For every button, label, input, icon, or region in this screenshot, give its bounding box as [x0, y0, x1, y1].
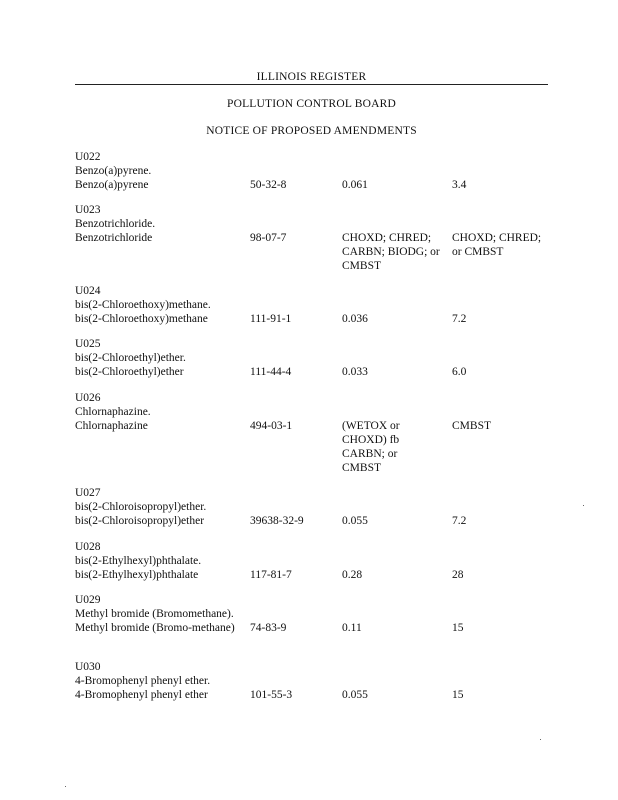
- wastewater-standard: 0.036: [342, 313, 368, 325]
- cas-number: 50-32-8: [250, 179, 287, 191]
- header-rule: [75, 84, 548, 85]
- cas-number: 494-03-1: [250, 420, 293, 432]
- nonwastewater-standard: 7.2: [452, 515, 467, 527]
- wastewater-standard: 0.11: [342, 622, 362, 634]
- waste-entry-u023: [75, 203, 575, 273]
- waste-name: Chlornaphazine.: [75, 406, 151, 418]
- waste-name: bis(2-Chloroethoxy)methane.: [75, 299, 211, 311]
- scan-speck: [583, 505, 584, 506]
- waste-code: U027: [75, 487, 101, 499]
- waste-code: U022: [75, 151, 101, 163]
- nonwastewater-standard: CMBST: [452, 420, 491, 432]
- cas-number: 117-81-7: [250, 569, 292, 581]
- scan-speck: [540, 739, 541, 740]
- waste-name: Benzo(a)pyrene.: [75, 165, 152, 177]
- waste-entry-u027: [75, 486, 575, 528]
- cas-number: 39638-32-9: [250, 515, 304, 527]
- constituent-name: Chlornaphazine: [75, 420, 148, 432]
- waste-name: 4-Bromophenyl phenyl ether.: [75, 675, 211, 687]
- waste-entry-u025: [75, 337, 575, 379]
- cas-number: 74-83-9: [250, 622, 287, 634]
- waste-code: U024: [75, 285, 101, 297]
- waste-name: bis(2-Chloroethyl)ether.: [75, 352, 186, 364]
- constituent-name: 4-Bromophenyl phenyl ether: [75, 689, 208, 701]
- waste-code: U029: [75, 594, 101, 606]
- waste-entry-u022: [75, 150, 575, 192]
- wastewater-standard: 0.055: [342, 515, 368, 527]
- wastewater-standard: 0.033: [342, 366, 368, 378]
- waste-entry-u030: [75, 660, 575, 702]
- notice-title: NOTICE OF PROPOSED AMENDMENTS: [206, 125, 417, 137]
- register-title: ILLINOIS REGISTER: [256, 71, 367, 83]
- wastewater-standard: 0.28: [342, 569, 363, 581]
- nonwastewater-standard: 3.4: [452, 179, 467, 191]
- constituent-name: bis(2-Chloroethoxy)methane: [75, 313, 208, 325]
- waste-code: U026: [75, 392, 101, 404]
- waste-name: bis(2-Ethylhexyl)phthalate.: [75, 555, 202, 567]
- cas-number: 111-44-4: [250, 366, 292, 378]
- waste-name: Methyl bromide (Bromomethane).: [75, 608, 234, 620]
- wastewater-standard: (WETOX or CHOXD) fb CARBN; or CMBST: [342, 420, 400, 474]
- nonwastewater-standard: 7.2: [452, 313, 467, 325]
- waste-code: U023: [75, 204, 101, 216]
- nonwastewater-standard: 28: [452, 569, 464, 581]
- waste-entry-u026: [75, 391, 575, 475]
- constituent-name: bis(2-Chloroethyl)ether: [75, 366, 184, 378]
- waste-name: bis(2-Chloroisopropyl)ether.: [75, 501, 207, 513]
- nonwastewater-standard: CHOXD; CHRED; or CMBST: [452, 232, 542, 258]
- wastewater-standard: 0.055: [342, 689, 368, 701]
- cas-number: 101-55-3: [250, 689, 293, 701]
- cas-number: 98-07-7: [250, 232, 287, 244]
- waste-entry-u028: [75, 540, 575, 582]
- nonwastewater-standard: 15: [452, 622, 464, 634]
- nonwastewater-standard: 15: [452, 689, 464, 701]
- constituent-name: bis(2-Ethylhexyl)phthalate: [75, 569, 199, 581]
- constituent-name: Benzotrichloride: [75, 232, 153, 244]
- nonwastewater-standard: 6.0: [452, 366, 467, 378]
- board-title: POLLUTION CONTROL BOARD: [226, 98, 396, 110]
- waste-code: U028: [75, 541, 101, 553]
- waste-entry-u024: [75, 284, 575, 326]
- constituent-name: Benzo(a)pyrene: [75, 179, 149, 191]
- constituent-name: Methyl bromide (Bromo-methane): [75, 622, 235, 634]
- waste-name: Benzotrichloride.: [75, 218, 156, 230]
- cas-number: 111-91-1: [250, 313, 292, 325]
- constituent-name: bis(2-Chloroisopropyl)ether: [75, 515, 205, 527]
- wastewater-standard: CHOXD; CHRED; CARBN; BIODG; or CMBST: [342, 232, 440, 272]
- waste-code: U030: [75, 661, 101, 673]
- waste-entry-u029: [75, 593, 575, 649]
- waste-code: U025: [75, 338, 101, 350]
- scan-speck: [65, 786, 66, 787]
- wastewater-standard: 0.061: [342, 179, 368, 191]
